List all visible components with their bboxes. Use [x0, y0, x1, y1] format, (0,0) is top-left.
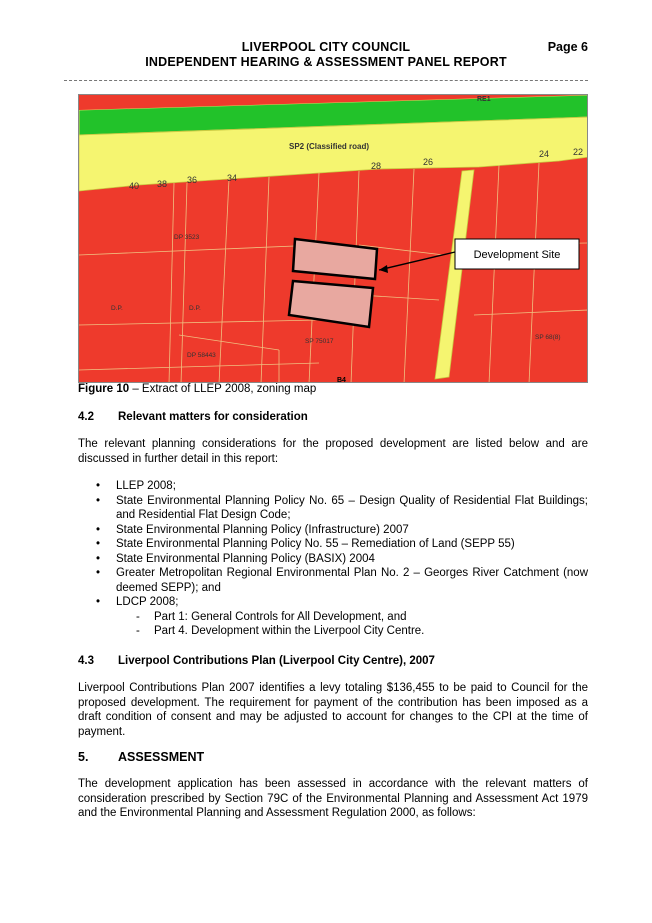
- ldcp-sublist: [134, 610, 588, 639]
- callout-label: Development Site: [473, 249, 561, 261]
- list-item: • State Environmental Planning Policy (BASIX) 2004: [96, 552, 588, 567]
- svg-text:40: 40: [129, 181, 140, 191]
- header-divider: [64, 80, 588, 81]
- section-4-3-heading: [78, 655, 435, 667]
- list-item: • State Environmental Planning Policy No. 55 – Remediation of Land (SEPP 55): [96, 537, 588, 552]
- list-item: • State Environmental Planning Policy No. 65 – Design Quality of Residential Flat Buildings; and Residential Flat Design Code;: [96, 494, 588, 523]
- considerations-list: [96, 479, 588, 639]
- section-4-3-body: Liverpool Contributions Plan 2007 identifies a levy totaling $136,455 to be paid to Council for the proposed development. The requirement for payment of the contribution has been imposed as a draft condition of consent and may be adjusted to account for changes to the CPI at the time of payment.: [78, 682, 588, 738]
- svg-text:26: 26: [423, 157, 434, 167]
- b4-label: B4: [337, 377, 346, 383]
- section-title: Relevant matters for consideration: [118, 411, 308, 423]
- sub-list-item: - Part 4. Development within the Liverpool City Centre.: [134, 624, 588, 639]
- figure-caption: [78, 383, 316, 395]
- svg-text:D.P.: D.P.: [111, 305, 123, 312]
- section-4-2-heading: [78, 411, 308, 423]
- svg-text:28: 28: [371, 161, 382, 171]
- svg-text:34: 34: [227, 173, 238, 183]
- page-number: Page 6: [547, 40, 588, 54]
- section-title: ASSESSMENT: [118, 750, 205, 764]
- list-item: • Greater Metropolitan Regional Environmental Plan No. 2 – Georges River Catchment (now deemed SEPP); and: [96, 566, 588, 595]
- list-item: • LLEP 2008;: [96, 479, 588, 494]
- svg-text:D.P.: D.P.: [189, 305, 201, 312]
- svg-text:DP 3523: DP 3523: [174, 234, 200, 241]
- report-title: INDEPENDENT HEARING & ASSESSMENT PANEL REPORT: [145, 55, 507, 69]
- re1-label: RE1: [477, 96, 491, 103]
- road-label: SP2 (Classified road): [289, 142, 370, 151]
- svg-text:38: 38: [157, 179, 168, 189]
- section-number: 4.3: [78, 655, 94, 667]
- figure-caption-text: – Extract of LLEP 2008, zoning map: [129, 383, 317, 395]
- section-number: 5.: [78, 750, 89, 764]
- svg-text:24: 24: [539, 149, 550, 159]
- section-title: Liverpool Contributions Plan (Liverpool City Centre), 2007: [118, 655, 435, 667]
- svg-text:SP 68(8): SP 68(8): [535, 334, 561, 341]
- section-number: 4.2: [78, 411, 94, 423]
- zoning-map: [78, 94, 588, 383]
- section-5-body: The development application has been assessed in accordance with the relevant matters of consideration prescribed by Section 79C of the Environmental Planning and Assessment Act 1979 and the Environmental Planning and Assessment Regulation 2000, as follows:: [78, 778, 588, 819]
- svg-text:SP 75017: SP 75017: [305, 338, 334, 345]
- sub-list-item: - Part 1: General Controls for All Development, and: [134, 610, 588, 625]
- council-name: LIVERPOOL CITY COUNCIL: [241, 40, 411, 54]
- section-4-2-intro: The relevant planning considerations for the proposed development are listed below and are discussed in further detail in this report:: [78, 438, 588, 465]
- svg-text:36: 36: [187, 175, 198, 185]
- figure-caption-label: Figure 10: [78, 383, 130, 395]
- list-item: • State Environmental Planning Policy (Infrastructure) 2007: [96, 523, 588, 538]
- svg-text:DP 58443: DP 58443: [187, 352, 216, 359]
- svg-text:22: 22: [573, 147, 584, 157]
- section-5-heading: [78, 750, 204, 764]
- list-item: • LDCP 2008; - Part 1: General Controls for All Development, and - Part 4. Development within the Liverpool City Centre.: [96, 595, 588, 639]
